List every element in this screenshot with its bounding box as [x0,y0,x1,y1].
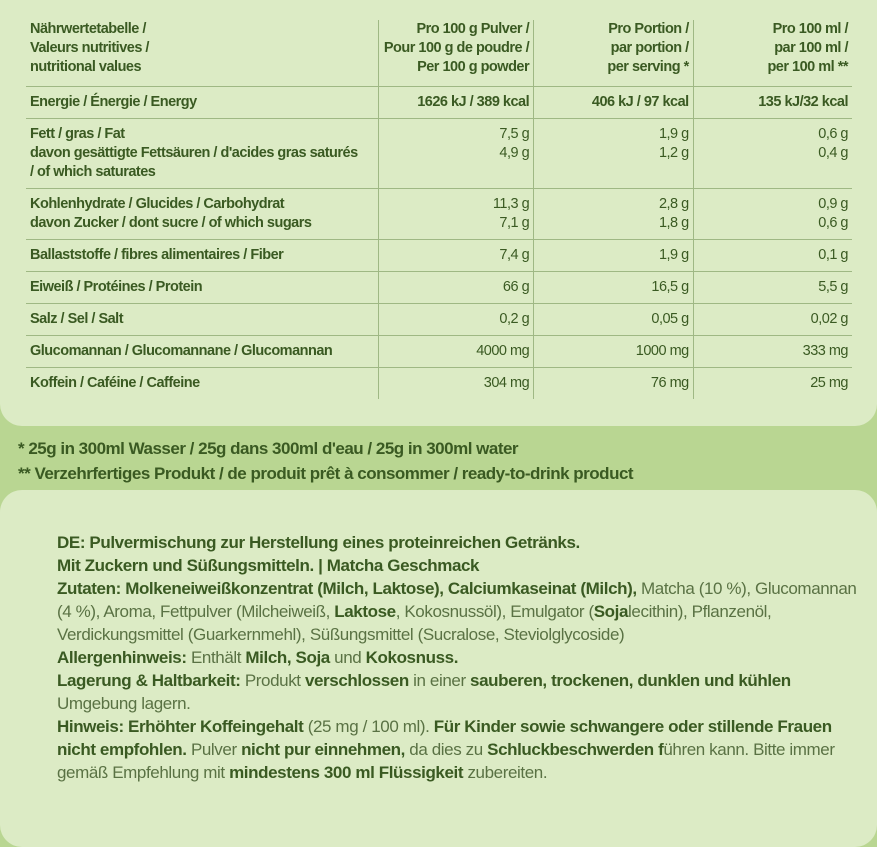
ingredients-bold: Molkeneiweißkonzentrat (Milch, Laktose), Calciumkaseinat (Milch), [125,579,637,598]
value-line: 76 mg [650,375,689,391]
table-row-glucomannan [26,336,852,368]
value-line: 0,1 g [818,247,848,263]
storage-text: Produkt [244,671,301,690]
header-per-100ml [693,20,852,87]
value-line: 333 mg [802,343,848,359]
note-text: Pulver [190,740,237,759]
header-line: Nährwertetabelle / [30,21,146,37]
header-line: Per 100 g powder [417,59,530,75]
value-per-100ml [693,189,852,240]
header-line: nutritional values [30,59,142,75]
storage-bold: verschlossen [304,671,409,690]
ingredients-text: Matcha (10 %), Glucomannan (4 %), Aroma, Fettpulver (Milcheiweiß, [57,579,857,621]
value-line: 1626 kJ / 389 kcal [417,94,530,110]
value-line: 0,6 g [818,215,848,231]
allergen-label: Allergenhinweis: [57,648,187,667]
storage-label: Lagerung & Haltbarkeit: [57,671,241,690]
table-row-fiber [26,240,852,272]
intro-line: Mit Zuckern und Süßungsmitteln. | Matcha Geschmack [57,556,480,575]
value-line: 0,9 g [818,196,848,212]
footnotes [18,436,868,486]
header-nutritional-values [26,20,379,87]
label-line: Koffein / Caféine / Caffeine [30,375,200,391]
value-line: 1000 mg [635,343,689,359]
value-line: 1,2 g [658,145,689,161]
value-line: 0,2 g [499,311,530,327]
allergen-bold: Milch, Soja [245,648,330,667]
row-label [26,119,379,189]
footnote-serving: * 25g in 300ml Wasser / 25g dans 300ml d'eau / 25g in 300ml water [18,439,519,458]
note-text: da dies zu [409,740,483,759]
header-line: Pro 100 g Pulver / [416,21,530,37]
header-line: Pour 100 g de poudre / [383,40,530,56]
intro-paragraph [57,531,857,577]
value-line: 16,5 g [651,279,689,295]
value-per-serving [534,272,694,304]
value-per-serving [534,368,694,400]
value-line: 4000 mg [476,343,530,359]
note-text: (25 mg / 100 ml). [307,717,430,736]
header-line: Valeurs nutritives / [30,40,149,56]
value-line: 11,3 g [492,196,530,212]
value-per-100g [379,336,534,368]
storage-paragraph [57,669,857,715]
note-paragraph [57,715,857,784]
note-text: ühren kann. Bitte immer gemäß Empfehlung mit [57,740,835,782]
note-text: zubereiten. [467,763,548,782]
value-line: 1,8 g [658,215,689,231]
table-row-salt [26,304,852,336]
storage-text: in einer [413,671,466,690]
note-bold: nicht pur einnehmen, [241,740,405,759]
header-line: Pro 100 ml / [772,21,848,37]
row-label [26,87,379,119]
row-label [26,189,379,240]
value-per-100ml [693,336,852,368]
allergen-text: Enthält [190,648,242,667]
value-line: 66 g [502,279,530,295]
value-line: 304 mg [483,375,530,391]
label-line: Fett / gras / Fat [30,126,125,142]
label-line: Eiweiß / Protéines / Protein [30,279,203,295]
note-bold: mindestens 300 ml Flüssigkeit [229,763,464,782]
label-line: Ballaststoffe / fibres alimentaires / Fiber [30,247,284,263]
label-line: / of which saturates [30,164,156,180]
value-line: 0,4 g [818,145,848,161]
value-line: 4,9 g [499,145,530,161]
storage-bold: sauberen, trockenen, dunklen und kühlen [470,671,791,690]
value-per-100ml [693,240,852,272]
allergen-text: und [334,648,362,667]
value-per-100g [379,240,534,272]
value-line: 7,5 g [499,126,530,142]
row-label [26,336,379,368]
header-line: par portion / [610,40,689,56]
ingredients-text: , Kokosnussöl), Emulgator ( [395,602,594,621]
value-per-100ml [693,119,852,189]
table-row-fat [26,119,852,189]
label-line: Glucomannan / Glucomannane / Glucomannan [30,343,333,359]
table-row-carbohydrates [26,189,852,240]
value-line: 0,6 g [818,126,848,142]
value-line: 1,9 g [658,247,689,263]
value-per-serving [534,336,694,368]
value-per-100ml [693,272,852,304]
ingredients-label: Zutaten: [57,579,121,598]
ingredients-text: lecithin), Pflanzenöl, Verdickungsmittel (Guarkernmehl), Süßungsmittel (Sucralose, Steviolglycoside) [57,602,772,644]
value-per-100ml [693,87,852,119]
header-line: per 100 ml ** [767,59,848,75]
value-line: 1,9 g [658,126,689,142]
value-line: 5,5 g [818,279,848,295]
label-line: Kohlenhydrate / Glucides / Carbohydrat [30,196,285,212]
table-header-row [26,20,852,87]
value-per-serving [534,189,694,240]
note-bold: Für Kinder sowie schwangere oder stillende Frauen nicht empfohlen. [57,717,832,759]
value-per-serving [534,87,694,119]
value-per-serving [534,240,694,272]
header-line: Pro Portion / [608,21,689,37]
value-per-100g [379,368,534,400]
value-per-serving [534,119,694,189]
value-per-serving [534,304,694,336]
value-line: 0,02 g [810,311,848,327]
storage-text: Umgebung lagern. [57,694,191,713]
value-line: 0,05 g [651,311,689,327]
value-per-100ml [693,368,852,400]
value-line: 406 kJ / 97 kcal [591,94,689,110]
table-row-caffeine [26,368,852,400]
table-row-energy [26,87,852,119]
header-per-serving [534,20,694,87]
row-label [26,272,379,304]
value-line: 7,4 g [499,247,530,263]
value-per-100g [379,87,534,119]
allergen-bold: Kokosnuss. [365,648,459,667]
row-label [26,368,379,400]
row-label [26,240,379,272]
intro-line: DE: Pulvermischung zur Herstellung eines proteinreichen Getränks. [57,533,580,552]
value-line: 25 mg [810,375,848,391]
value-line: 2,8 g [658,196,689,212]
header-per-100g [379,20,534,87]
label-line: davon Zucker / dont sucre / of which sugars [30,215,312,231]
value-per-100g [379,272,534,304]
note-bold: Schluckbeschwerden f [487,740,664,759]
footnote-ready-to-drink: ** Verzehrfertiges Produkt / de produit prêt à consommer / ready-to-drink product [18,464,634,483]
ingredients-paragraph [57,577,857,646]
note-label: Hinweis: Erhöhter Koffeingehalt [57,717,304,736]
value-per-100g [379,119,534,189]
row-label [26,304,379,336]
value-per-100g [379,189,534,240]
table-row-protein [26,272,852,304]
value-per-100ml [693,304,852,336]
ingredients-bold: Soja [593,602,629,621]
value-line: 135 kJ/32 kcal [758,94,848,110]
value-per-100g [379,304,534,336]
ingredients-bold: Laktose [334,602,396,621]
value-line: 7,1 g [499,215,530,231]
label-line: Salz / Sel / Salt [30,311,124,327]
label-line: davon gesättigte Fettsäuren / d'acides gras saturés [30,145,358,161]
header-line: per serving * [607,59,689,75]
header-line: par 100 ml / [774,40,848,56]
product-description [57,531,857,784]
nutrition-table [26,20,852,399]
allergen-paragraph [57,646,857,669]
label-line: Energie / Énergie / Energy [30,94,197,110]
